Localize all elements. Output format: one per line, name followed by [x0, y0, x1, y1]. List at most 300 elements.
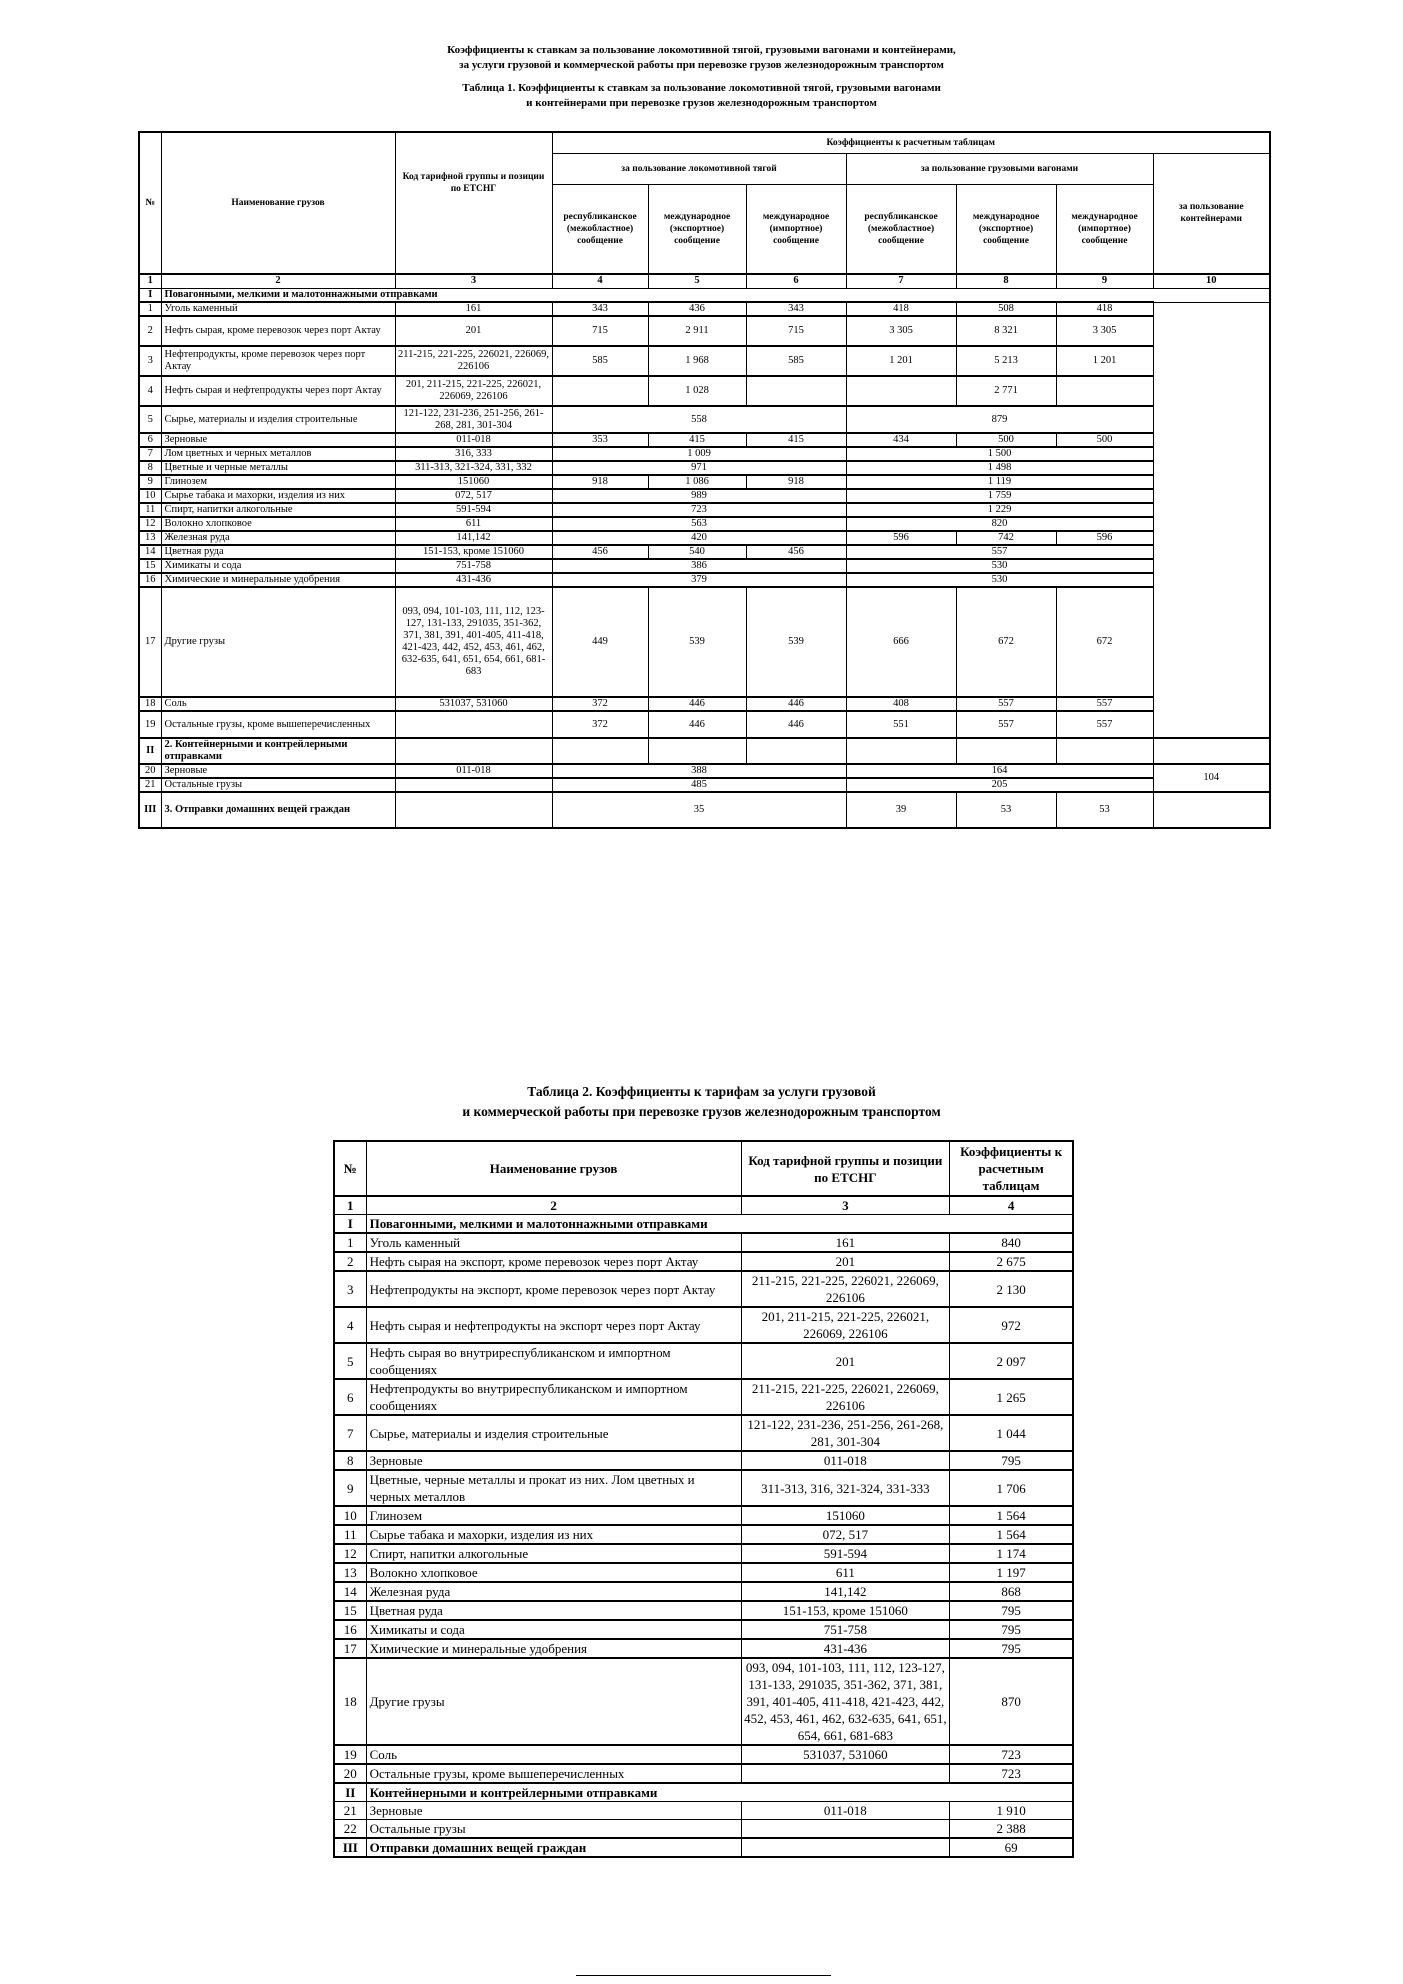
coefficient-value: 415 [648, 433, 746, 447]
row-number: 3 [334, 1271, 366, 1307]
coefficient-value: 372 [552, 697, 648, 711]
coefficient-value: 1 706 [950, 1470, 1073, 1506]
table-row [334, 1307, 1073, 1343]
empty-cell [741, 1838, 950, 1857]
coefficient-value: 795 [950, 1620, 1073, 1639]
coefficient-locomotive: 485 [552, 778, 846, 792]
coefficient-value: 53 [1056, 792, 1153, 828]
row-number: 15 [139, 559, 161, 573]
coefficient-value: 539 [746, 587, 846, 697]
coefficient-value: 742 [956, 531, 1056, 545]
coefficient-value: 540 [648, 545, 746, 559]
section-number: II [139, 738, 161, 764]
coefficient-value: 39 [846, 792, 956, 828]
row-number: 5 [334, 1343, 366, 1379]
table-row [139, 406, 1270, 433]
cargo-name: Глинозем [161, 475, 395, 489]
coefficient-value: 446 [648, 697, 746, 711]
section-title: Отправки домашних вещей граждан [366, 1838, 741, 1857]
coefficient-value: 53 [956, 792, 1056, 828]
coefficient-locomotive: 420 [552, 531, 846, 545]
row-number: 6 [139, 433, 161, 447]
header-wagon-export: международное (экспортное) сообщение [956, 184, 1056, 274]
table-row [139, 531, 1270, 545]
section-row [139, 738, 1270, 764]
coefficient-containers: 104 [1153, 764, 1270, 792]
coefficient-value [552, 376, 648, 406]
cargo-name: Другие грузы [366, 1658, 741, 1745]
table-row [334, 1601, 1073, 1620]
section-row [334, 1838, 1073, 1857]
row-number: 4 [139, 376, 161, 406]
coefficient-value: 1 197 [950, 1563, 1073, 1582]
cargo-name: Нефть сырая во внутриреспубликанском и импортном сообщениях [366, 1343, 741, 1379]
column-number: 4 [950, 1196, 1073, 1215]
coefficient-value: 343 [746, 302, 846, 316]
header-name: Наименование грузов [366, 1141, 741, 1196]
row-number: 4 [334, 1307, 366, 1343]
table-row [334, 1802, 1073, 1820]
coefficient-value: 1 201 [1056, 346, 1153, 376]
table-row [139, 764, 1270, 778]
empty-cell [1056, 738, 1153, 764]
header-containers: за пользование контейнерами [1153, 153, 1270, 274]
table-row [139, 447, 1270, 461]
coefficient-value: 557 [1056, 711, 1153, 738]
coefficient-value: 918 [552, 475, 648, 489]
tariff-code: 093, 094, 101-103, 111, 112, 123-127, 131-133, 291035, 351-362, 371, 381, 391, 401-405, 411-418, 421-423, 442, 452, 453, 461, 462, 632-635, 641, 651, 654, 661, 681-683 [395, 587, 552, 697]
cargo-name: Зерновые [366, 1451, 741, 1470]
section-title: Повагонными, мелкими и малотоннажными отправками [366, 1215, 1073, 1234]
coefficient-value [746, 376, 846, 406]
row-number: 10 [334, 1506, 366, 1525]
coefficient-value: 715 [552, 316, 648, 346]
coefficient-value: 343 [552, 302, 648, 316]
header-wagon-import: международное (импортное) сообщение [1056, 184, 1153, 274]
row-number: 19 [139, 711, 161, 738]
coefficient-value: 3 305 [846, 316, 956, 346]
tariff-code: 751-758 [741, 1620, 950, 1639]
cargo-name: Соль [161, 697, 395, 711]
cargo-name: Нефть сырая и нефтепродукты на экспорт через порт Актау [366, 1307, 741, 1343]
coefficient-value: 585 [746, 346, 846, 376]
table-row [139, 587, 1270, 697]
row-number: 11 [139, 503, 161, 517]
coefficient-locomotive: 558 [552, 406, 846, 433]
tariff-code [395, 711, 552, 738]
coefficient-value: 795 [950, 1601, 1073, 1620]
cargo-name: Сырье, материалы и изделия строительные [161, 406, 395, 433]
tariff-code: 211-215, 221-225, 226021, 226069, 226106 [395, 346, 552, 376]
empty-cell [1153, 792, 1270, 828]
empty-cell [648, 738, 746, 764]
section-title: 2. Контейнерными и контрейлерными отправками [161, 738, 395, 764]
table-row [334, 1379, 1073, 1415]
coefficient-locomotive: 989 [552, 489, 846, 503]
table2 [333, 1140, 1074, 1858]
cargo-name: Химические и минеральные удобрения [161, 573, 395, 587]
section-number: III [139, 792, 161, 828]
table-row [334, 1343, 1073, 1379]
table-row [139, 489, 1270, 503]
row-number: 10 [139, 489, 161, 503]
row-number: 2 [334, 1252, 366, 1271]
tariff-code [395, 778, 552, 792]
header-no: № [139, 132, 161, 274]
tariff-code: 011-018 [741, 1451, 950, 1470]
row-number: 22 [334, 1820, 366, 1839]
column-number: 10 [1153, 274, 1270, 288]
tariff-code: 141,142 [741, 1582, 950, 1601]
table-row [139, 376, 1270, 406]
table-row [334, 1745, 1073, 1764]
header-coefficients: Коэффициенты к расчетным таблицам [950, 1141, 1073, 1196]
empty-cell [746, 738, 846, 764]
column-number: 4 [552, 274, 648, 288]
cargo-name: Остальные грузы, кроме вышеперечисленных [161, 711, 395, 738]
row-number: 8 [334, 1451, 366, 1470]
cargo-name: Цветные, черные металлы и прокат из них. Лом цветных и черных металлов [366, 1470, 741, 1506]
section-number: I [334, 1215, 366, 1234]
cargo-name: Уголь каменный [366, 1233, 741, 1252]
coefficient-locomotive: 1 009 [552, 447, 846, 461]
tariff-code: 431-436 [741, 1639, 950, 1658]
row-number: 14 [139, 545, 161, 559]
coefficient-value: 1 174 [950, 1544, 1073, 1563]
row-number: 18 [139, 697, 161, 711]
row-number: 3 [139, 346, 161, 376]
tariff-code: 093, 094, 101-103, 111, 112, 123-127, 131-133, 291035, 351-362, 371, 381, 391, 401-405, 411-418, 421-423, 442, 452, 453, 461, 462, 632-635, 641, 651, 654, 661, 681-683 [741, 1658, 950, 1745]
row-number: 13 [334, 1563, 366, 1582]
coefficient-value: 3 305 [1056, 316, 1153, 346]
table-row [139, 475, 1270, 489]
table-row [334, 1451, 1073, 1470]
coefficient-locomotive: 971 [552, 461, 846, 475]
cargo-name: Зерновые [161, 764, 395, 778]
coefficient-value: 446 [746, 697, 846, 711]
column-number: 9 [1056, 274, 1153, 288]
coefficient-value: 69 [950, 1838, 1073, 1857]
cargo-name: Нефть сырая на экспорт, кроме перевозок через порт Актау [366, 1252, 741, 1271]
table-row [334, 1582, 1073, 1601]
row-number: 16 [334, 1620, 366, 1639]
tariff-code: 591-594 [395, 503, 552, 517]
coefficient-value: 795 [950, 1639, 1073, 1658]
tariff-code: 151-153, кроме 151060 [741, 1601, 950, 1620]
table-row [139, 316, 1270, 346]
table-row [139, 778, 1270, 792]
table-row [334, 1233, 1073, 1252]
coefficient-value: 436 [648, 302, 746, 316]
cargo-name: Сырье табака и махорки, изделия из них [161, 489, 395, 503]
coefficient-value: 2 097 [950, 1343, 1073, 1379]
row-number: 17 [334, 1639, 366, 1658]
header-loco-import: международное (импортное) сообщение [746, 184, 846, 274]
coefficient-value: 8 321 [956, 316, 1056, 346]
row-number: 21 [334, 1802, 366, 1820]
table-row [334, 1620, 1073, 1639]
section-title: 3. Отправки домашних вещей граждан [161, 792, 395, 828]
coefficient-value: 1 564 [950, 1525, 1073, 1544]
cargo-name: Соль [366, 1745, 741, 1764]
row-number: 19 [334, 1745, 366, 1764]
coefficient-value: 1 201 [846, 346, 956, 376]
row-number: 9 [334, 1470, 366, 1506]
coefficient-value: 870 [950, 1658, 1073, 1745]
cargo-name: Спирт, напитки алкогольные [161, 503, 395, 517]
tariff-code: 201 [395, 316, 552, 346]
column-number: 3 [741, 1196, 950, 1215]
section-number: II [334, 1783, 366, 1802]
cargo-name: Остальные грузы, кроме вышеперечисленных [366, 1764, 741, 1783]
coefficient-value: 434 [846, 433, 956, 447]
coefficient-value: 418 [1056, 302, 1153, 316]
container-empty-cell [1153, 302, 1270, 738]
coefficient-wagons: 205 [846, 778, 1153, 792]
empty-cell [395, 792, 552, 828]
header-no: № [334, 1141, 366, 1196]
row-number: 1 [334, 1233, 366, 1252]
cargo-name: Химикаты и сода [366, 1620, 741, 1639]
coefficient-value [1056, 376, 1153, 406]
table-row [334, 1563, 1073, 1582]
coefficient-value: 418 [846, 302, 956, 316]
header-loco-export: международное (экспортное) сообщение [648, 184, 746, 274]
tariff-code: 531037, 531060 [741, 1745, 950, 1764]
table-row [334, 1271, 1073, 1307]
cargo-name: Железная руда [366, 1582, 741, 1601]
tariff-code: 151060 [395, 475, 552, 489]
coefficient-wagons: 820 [846, 517, 1153, 531]
coefficient-value: 715 [746, 316, 846, 346]
tariff-code: 611 [395, 517, 552, 531]
row-number: 8 [139, 461, 161, 475]
tariff-code: 141,142 [395, 531, 552, 545]
row-number: 20 [139, 764, 161, 778]
cargo-name: Цветная руда [366, 1601, 741, 1620]
coefficient-locomotive: 379 [552, 573, 846, 587]
tariff-code: 316, 333 [395, 447, 552, 461]
empty-cell [846, 738, 956, 764]
coefficient-value: 596 [846, 531, 956, 545]
header-coefficients: Коэффициенты к расчетным таблицам [552, 132, 1270, 153]
cargo-name: Волокно хлопковое [366, 1563, 741, 1582]
header-wagons: за пользование грузовыми вагонами [846, 153, 1153, 184]
cargo-name: Нефтепродукты на экспорт, кроме перевозок через порт Актау [366, 1271, 741, 1307]
coefficient-locomotive: 388 [552, 764, 846, 778]
tariff-code: 011-018 [395, 764, 552, 778]
cargo-name: Сырье, материалы и изделия строительные [366, 1415, 741, 1451]
section-title: Контейнерными и контрейлерными отправками [366, 1783, 1073, 1802]
row-number: 6 [334, 1379, 366, 1415]
coefficient-value: 1 968 [648, 346, 746, 376]
cargo-name: Нефть сырая, кроме перевозок через порт Актау [161, 316, 395, 346]
row-number: 12 [139, 517, 161, 531]
document-title: Коэффициенты к ставкам за пользование локомотивной тягой, грузовыми вагонами и контейнерами, за услуги грузовой и коммерческой работы при перевозке грузов железнодорожным транспортом [447, 44, 956, 71]
coefficient-value: 1 910 [950, 1802, 1073, 1820]
column-number: 3 [395, 274, 552, 288]
section-number: I [139, 288, 161, 302]
tariff-code: 072, 517 [741, 1525, 950, 1544]
cargo-name: Нефтепродукты, кроме перевозок через порт Актау [161, 346, 395, 376]
footnote-divider [576, 1975, 831, 1976]
coefficient-wagons: 1 759 [846, 489, 1153, 503]
tariff-code [741, 1820, 950, 1839]
column-number: 1 [139, 274, 161, 288]
coefficient-value: 1 265 [950, 1379, 1073, 1415]
column-number: 2 [161, 274, 395, 288]
column-number: 7 [846, 274, 956, 288]
coefficient-value: 446 [746, 711, 846, 738]
empty-cell [956, 738, 1056, 764]
coefficient-value: 972 [950, 1307, 1073, 1343]
coefficient-wagons: 1 498 [846, 461, 1153, 475]
coefficient-value: 5 213 [956, 346, 1056, 376]
coefficient-value: 585 [552, 346, 648, 376]
coefficient-value: 353 [552, 433, 648, 447]
tariff-code: 072, 517 [395, 489, 552, 503]
cargo-name: Другие грузы [161, 587, 395, 697]
row-number: 5 [139, 406, 161, 433]
cargo-name: Химические и минеральные удобрения [366, 1639, 741, 1658]
coefficient-value: 408 [846, 697, 956, 711]
cargo-name: Лом цветных и черных металлов [161, 447, 395, 461]
coefficient-wagons: 164 [846, 764, 1153, 778]
coefficient-value: 1 086 [648, 475, 746, 489]
tariff-code: 751-758 [395, 559, 552, 573]
empty-cell [552, 738, 648, 764]
tariff-code: 121-122, 231-236, 251-256, 261-268, 281, 301-304 [395, 406, 552, 433]
coefficient-value: 2 771 [956, 376, 1056, 406]
tariff-code: 201, 211-215, 221-225, 226021, 226069, 226106 [741, 1307, 950, 1343]
coefficient-value: 1 564 [950, 1506, 1073, 1525]
coefficient-value: 372 [552, 711, 648, 738]
table-row [334, 1470, 1073, 1506]
coefficient-locomotive: 723 [552, 503, 846, 517]
table-row [139, 302, 1270, 316]
cargo-name: Глинозем [366, 1506, 741, 1525]
header-code: Код тарифной группы и позиции по ЕТСНГ [741, 1141, 950, 1196]
coefficient-value: 456 [746, 545, 846, 559]
table-row [139, 559, 1270, 573]
cargo-name: Нефть сырая и нефтепродукты через порт Актау [161, 376, 395, 406]
coefficient-value: 2 675 [950, 1252, 1073, 1271]
coefficient-value: 918 [746, 475, 846, 489]
row-number: 11 [334, 1525, 366, 1544]
coefficient-wagons: 1 500 [846, 447, 1153, 461]
row-number: 20 [334, 1764, 366, 1783]
coefficient-value: 551 [846, 711, 956, 738]
tariff-code: 591-594 [741, 1544, 950, 1563]
coefficient-wagons: 530 [846, 559, 1153, 573]
row-number: 7 [139, 447, 161, 461]
coefficient-value: 508 [956, 302, 1056, 316]
cargo-name: Сырье табака и махорки, изделия из них [366, 1525, 741, 1544]
coefficient-value: 415 [746, 433, 846, 447]
tariff-code: 611 [741, 1563, 950, 1582]
row-number: 16 [139, 573, 161, 587]
tariff-code: 211-215, 221-225, 226021, 226069, 226106 [741, 1379, 950, 1415]
column-number: 1 [334, 1196, 366, 1215]
tariff-code [741, 1764, 950, 1783]
table-row [139, 461, 1270, 475]
table-row [139, 433, 1270, 447]
column-number: 8 [956, 274, 1056, 288]
coefficient-value: 840 [950, 1233, 1073, 1252]
coefficient-value [846, 376, 956, 406]
coefficient-value: 672 [1056, 587, 1153, 697]
coefficient-wagons: 530 [846, 573, 1153, 587]
table-row [139, 346, 1270, 376]
coefficient-value: 2 911 [648, 316, 746, 346]
coefficient-locomotive: 35 [552, 792, 846, 828]
coefficient-value: 456 [552, 545, 648, 559]
empty-cell [395, 738, 552, 764]
coefficient-value: 723 [950, 1764, 1073, 1783]
tariff-code: 201 [741, 1252, 950, 1271]
cargo-name: Железная руда [161, 531, 395, 545]
cargo-name: Цветная руда [161, 545, 395, 559]
row-number: 15 [334, 1601, 366, 1620]
cargo-name: Остальные грузы [161, 778, 395, 792]
table2-title: Таблица 2. Коэффициенты к тарифам за услуги грузовой и коммерческой работы при перевозке грузов железнодорожным транспортом [462, 1084, 941, 1119]
header-wagon-republican: республиканское (межобластное) сообщение [846, 184, 956, 274]
row-number: 2 [139, 316, 161, 346]
tariff-code: 161 [741, 1233, 950, 1252]
table-row [334, 1639, 1073, 1658]
coefficient-wagons: 1 119 [846, 475, 1153, 489]
cargo-name: Химикаты и сода [161, 559, 395, 573]
cargo-name: Зерновые [161, 433, 395, 447]
coefficient-value: 723 [950, 1745, 1073, 1764]
coefficient-value: 446 [648, 711, 746, 738]
coefficient-value: 449 [552, 587, 648, 697]
cargo-name: Нефтепродукты во внутриреспубликанском и импортном сообщениях [366, 1379, 741, 1415]
table-row [139, 503, 1270, 517]
coefficient-wagons: 1 229 [846, 503, 1153, 517]
row-number: 21 [139, 778, 161, 792]
coefficient-value: 557 [1056, 697, 1153, 711]
cargo-name: Спирт, напитки алкогольные [366, 1544, 741, 1563]
column-number: 5 [648, 274, 746, 288]
coefficient-value: 596 [1056, 531, 1153, 545]
table-row [139, 573, 1270, 587]
cargo-name: Уголь каменный [161, 302, 395, 316]
section-title: Повагонными, мелкими и малотоннажными отправками [161, 288, 1270, 302]
row-number: 7 [334, 1415, 366, 1451]
table-row [334, 1252, 1073, 1271]
coefficient-wagons: 557 [846, 545, 1153, 559]
column-number: 6 [746, 274, 846, 288]
coefficient-value: 868 [950, 1582, 1073, 1601]
row-number: 12 [334, 1544, 366, 1563]
coefficient-locomotive: 563 [552, 517, 846, 531]
coefficient-value: 666 [846, 587, 956, 697]
tariff-code: 531037, 531060 [395, 697, 552, 711]
section-row [139, 792, 1270, 828]
table1 [138, 131, 1271, 829]
table1-title: Таблица 1. Коэффициенты к ставкам за пользование локомотивной тягой, грузовыми вагонами и контейнерами при перевозке грузов железнодорожным транспортом [462, 82, 941, 109]
tariff-code: 201 [741, 1343, 950, 1379]
table-row [139, 711, 1270, 738]
tariff-code: 311-313, 316, 321-324, 331-333 [741, 1470, 950, 1506]
row-number: 17 [139, 587, 161, 697]
cargo-name: Зерновые [366, 1802, 741, 1820]
table-row [334, 1415, 1073, 1451]
tariff-code: 011-018 [395, 433, 552, 447]
tariff-code: 311-313, 321-324, 331, 332 [395, 461, 552, 475]
tariff-code: 151-153, кроме 151060 [395, 545, 552, 559]
